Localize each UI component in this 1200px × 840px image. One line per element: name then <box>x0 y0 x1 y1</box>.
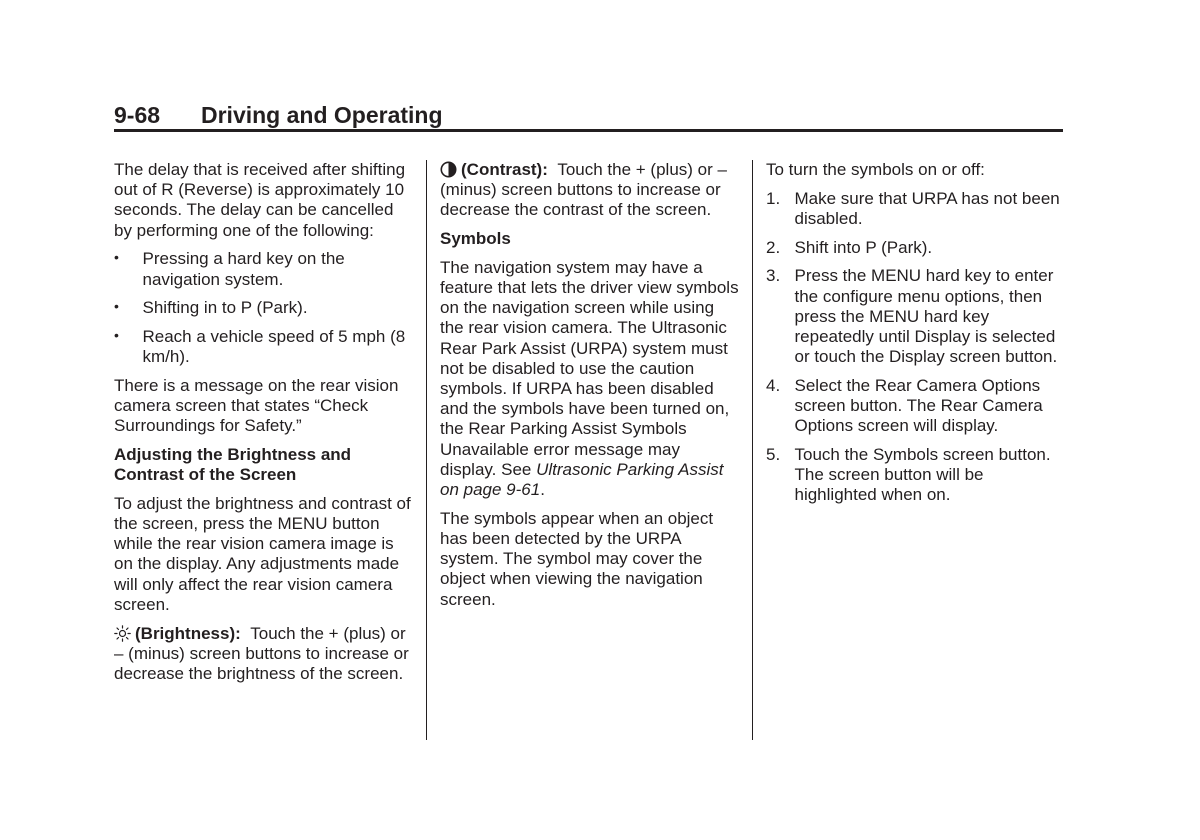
brightness-paragraph <box>114 624 414 685</box>
step-text: Select the Rear Camera Options screen button. The Rear Camera Options screen will display. <box>794 375 1043 436</box>
step-number: 5. <box>766 444 781 464</box>
column-right <box>766 160 1066 514</box>
column-divider <box>426 160 427 740</box>
step-text: Shift into P (Park). <box>794 237 933 257</box>
paragraph <box>440 258 740 500</box>
list-item <box>766 445 1066 506</box>
page-number: 9-68 <box>114 102 161 128</box>
step-text: Touch the Symbols screen button. The screen button will be highlighted when on. <box>794 444 1051 505</box>
contrast-term: (Contrast): <box>461 160 548 179</box>
paragraph: To adjust the brightness and contrast of the screen, press the MENU button while the rear vision camera image is on the display. Any adjustments made will only affect the rear vision camera screen. <box>114 493 411 614</box>
bullet-icon: • <box>114 298 119 315</box>
paragraph: To turn the symbols on or off: <box>766 160 985 179</box>
list-item-text: Reach a vehicle speed of 5 mph (8 km/h). <box>142 326 406 367</box>
step-text: Make sure that URPA has not been disabled. <box>794 188 1060 228</box>
step-number: 1. <box>766 188 781 208</box>
brightness-text: Touch the + (plus) or – (minus) screen buttons to increase or decrease the brightness of the screen. <box>114 623 409 683</box>
list-item-text: Shifting in to P (Park). <box>142 298 308 318</box>
cross-reference-link[interactable]: Ultrasonic Parking Assist on page 9-61 <box>440 459 724 500</box>
bullet-icon: • <box>114 326 119 343</box>
list-item <box>766 376 1066 437</box>
step-number: 2. <box>766 237 781 257</box>
list-item <box>766 189 1066 229</box>
list-item-text: Pressing a hard key on the navigation system. <box>142 249 345 289</box>
paragraph-end: . <box>540 480 545 500</box>
column-middle <box>440 160 740 618</box>
contrast-icon <box>440 161 457 178</box>
section-title: Driving and Operating <box>201 102 443 128</box>
paragraph: The delay that is received after shifting out of R (Reverse) is approximately 10 seconds. The delay can be cancelled by performing one of the following: <box>114 160 406 240</box>
numbered-list <box>766 189 1066 506</box>
bullet-list <box>114 249 414 367</box>
subheading: Symbols <box>440 229 511 249</box>
subheading: Adjusting the Brightness and Contrast of the Screen <box>114 444 352 485</box>
brightness-term: (Brightness): <box>135 623 241 643</box>
column-divider <box>752 160 753 740</box>
brightness-icon <box>114 625 131 642</box>
contrast-paragraph <box>440 160 740 221</box>
paragraph-text: The navigation system may have a feature that lets the driver view symbols on the navigation screen while using the rear vision camera. The Ultrasonic Rear Park Assist (URPA) system must not be disabled to use the caution symbols. If URPA has been disabled and the symbols have been turned on, the Rear Parking Assist Symbols Unavailable error message may display. See <box>440 257 739 479</box>
step-text: Press the MENU hard key to enter the configure menu options, then press the MENU hard key repeatedly until Display is selected or touch the Display screen button. <box>794 266 1058 367</box>
list-item <box>766 266 1066 367</box>
header-rule <box>114 129 1063 132</box>
list-item <box>766 238 1066 258</box>
paragraph: There is a message on the rear vision camera screen that states “Check Surroundings for Safety.” <box>114 375 399 436</box>
bullet-icon: • <box>114 249 119 266</box>
step-number: 3. <box>766 266 781 286</box>
list-item <box>114 249 414 289</box>
column-left <box>114 160 414 693</box>
list-item <box>114 327 414 367</box>
page-header <box>114 100 1062 130</box>
contrast-text: Touch the + (plus) or – (minus) screen buttons to increase or decrease the contrast of the screen. <box>440 160 727 220</box>
step-number: 4. <box>766 375 781 395</box>
paragraph: The symbols appear when an object has been detected by the URPA system. The symbol may cover the object when viewing the navigation screen. <box>440 508 714 609</box>
list-item <box>114 298 414 318</box>
